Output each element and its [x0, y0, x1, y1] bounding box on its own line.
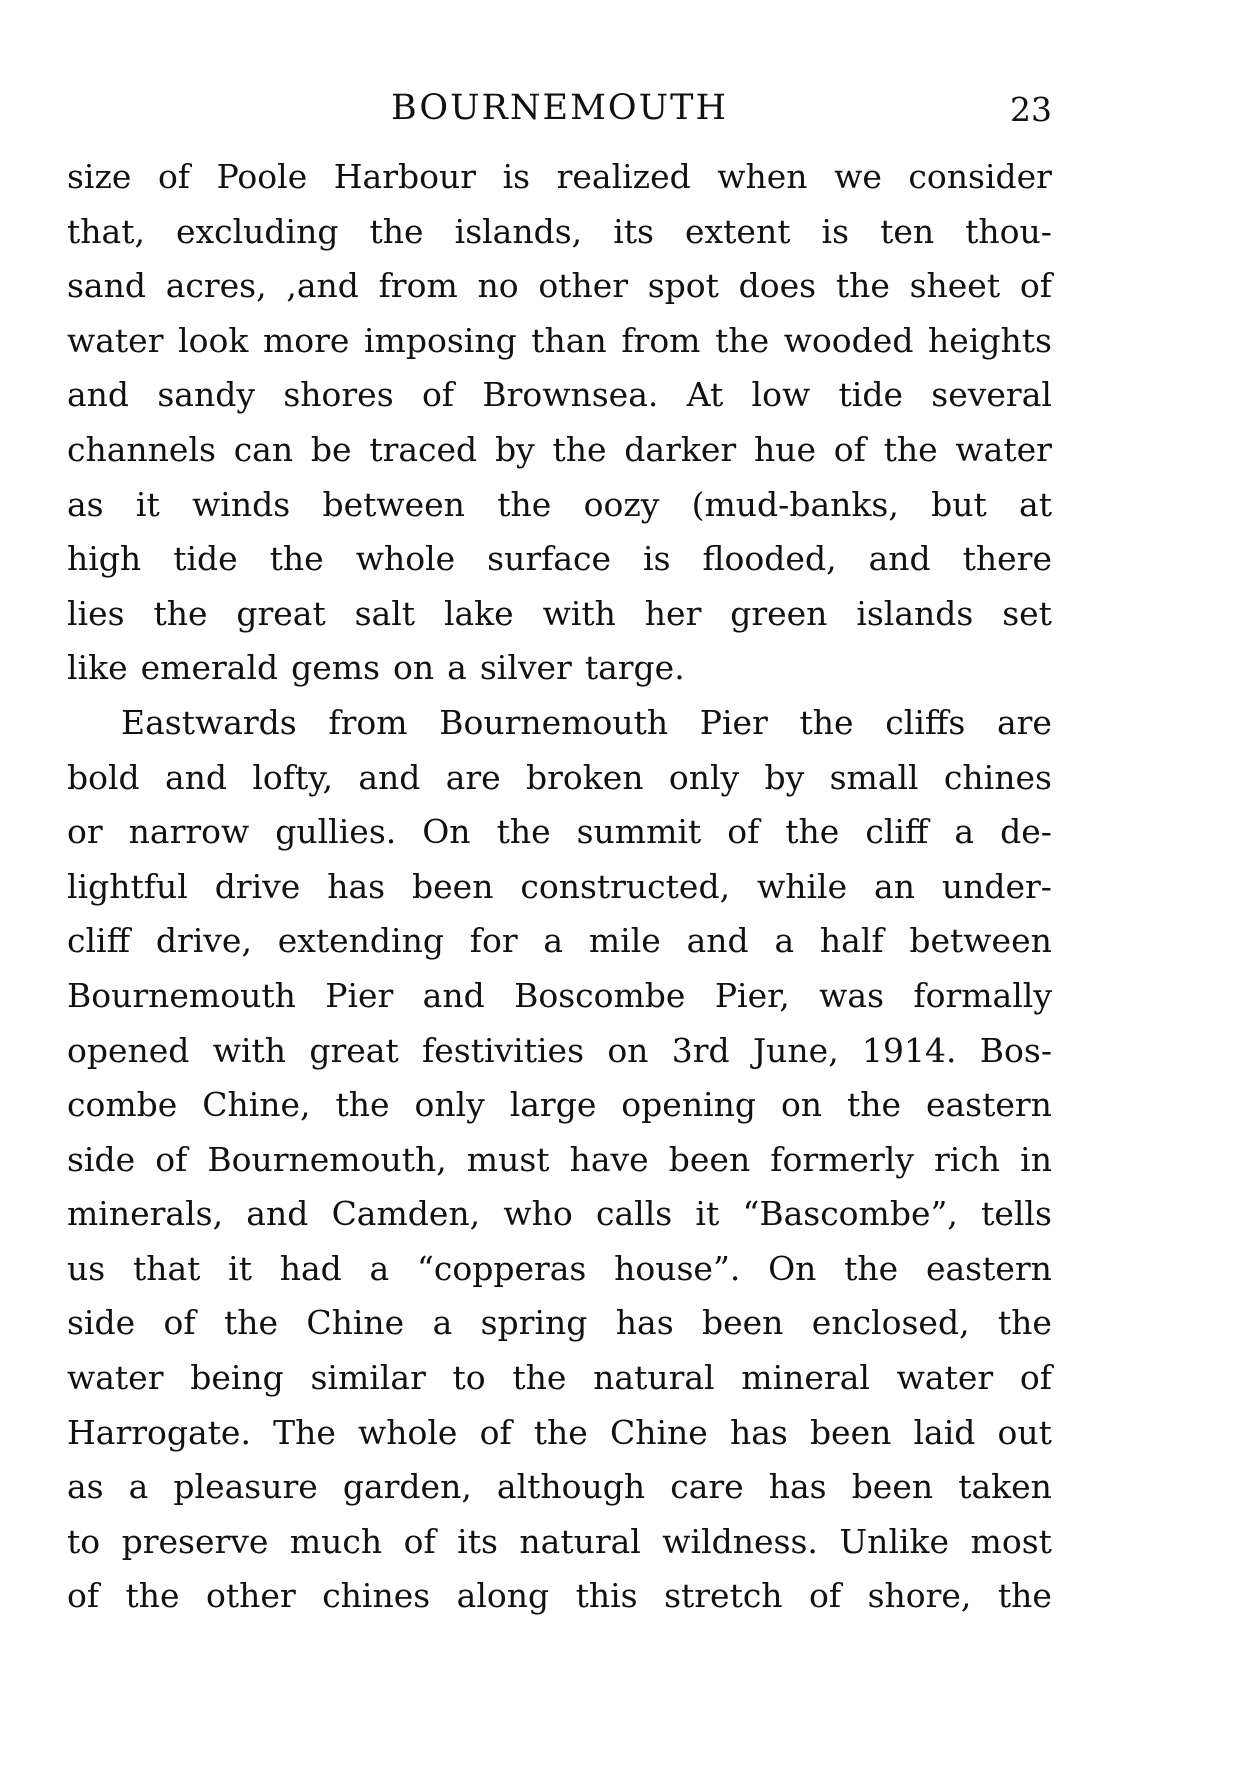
word: tide [173, 539, 238, 579]
word: silver [479, 648, 572, 688]
word: lies [67, 593, 125, 633]
word: Pier [325, 975, 394, 1015]
text-line [67, 1569, 1052, 1624]
text-line [67, 587, 1052, 642]
word: to [67, 1521, 101, 1561]
word: gems [291, 648, 381, 688]
word: shores [283, 375, 394, 415]
word: preserve [121, 1521, 269, 1561]
word: are [445, 757, 501, 797]
word: in [1020, 1139, 1052, 1179]
word: On [768, 1248, 817, 1288]
word: the [846, 1085, 902, 1125]
word: does [738, 266, 817, 306]
word: narrow [128, 812, 250, 852]
word: Bos- [979, 1030, 1052, 1070]
word: has [327, 866, 386, 906]
text-line [67, 150, 1052, 205]
word: imposing [364, 320, 517, 360]
word: the [153, 593, 208, 633]
word: stretch [664, 1576, 783, 1616]
word: the [552, 429, 607, 469]
word: of [157, 157, 191, 196]
text-line [67, 751, 1052, 806]
text-line [67, 1406, 1052, 1461]
word: are [996, 702, 1052, 742]
word: excluding [176, 211, 339, 251]
word: June, [752, 1030, 839, 1070]
word: islands, [454, 211, 583, 251]
word: much [289, 1521, 383, 1561]
word: chines [322, 1576, 431, 1616]
word: of [479, 1412, 512, 1452]
word: festivities [422, 1030, 585, 1070]
word: several [931, 375, 1052, 415]
word: or [67, 812, 103, 852]
text-line [67, 1133, 1052, 1188]
text-line [67, 805, 1052, 860]
word: Boscombe [514, 975, 686, 1015]
word: has [768, 1467, 827, 1507]
word: on [393, 648, 435, 688]
word: Pier, [714, 975, 790, 1015]
word: calls [596, 1194, 673, 1234]
word: has [615, 1303, 674, 1343]
word: of [421, 375, 455, 415]
text-line [67, 1351, 1052, 1406]
word: along [456, 1576, 550, 1616]
word: an [874, 866, 915, 906]
word: drive, [155, 921, 252, 961]
word: only [414, 1085, 485, 1125]
word: be [310, 429, 352, 469]
word: of [67, 1576, 100, 1616]
word: her [644, 593, 702, 633]
word: large [509, 1085, 597, 1125]
word: sand [67, 266, 146, 306]
word: low [751, 375, 811, 415]
word: it [695, 1194, 720, 1234]
word: hue [753, 429, 816, 469]
word: bold [67, 757, 140, 797]
text-line [67, 259, 1052, 314]
word: and [67, 375, 130, 415]
word: no [477, 266, 519, 306]
word: set [1002, 593, 1052, 633]
word: gullies. [275, 812, 397, 852]
word: from [328, 702, 408, 742]
word: the [883, 429, 938, 469]
page-header [67, 83, 1052, 133]
word: 3rd [671, 1030, 730, 1070]
word: darker [624, 429, 737, 469]
word: there [962, 539, 1052, 579]
word: laid [913, 1412, 976, 1452]
word: Harrogate. [67, 1412, 251, 1452]
word: been [668, 1139, 751, 1179]
text-line [67, 1296, 1052, 1351]
word: the [512, 1358, 567, 1398]
text-line [67, 1515, 1052, 1570]
word: 1914. [862, 1030, 957, 1070]
word: from [621, 320, 701, 360]
text-line [67, 696, 1052, 751]
word: lightful [67, 866, 188, 906]
word: like [67, 648, 128, 688]
text-line [67, 969, 1052, 1024]
word: the [785, 812, 840, 852]
text-line [67, 914, 1052, 969]
word: the [835, 266, 890, 306]
text-line [67, 1187, 1052, 1242]
word: a [369, 1248, 390, 1288]
word: pleasure [173, 1467, 318, 1507]
word: of [809, 1576, 842, 1616]
word: of [833, 429, 866, 469]
word: been [702, 1303, 784, 1343]
word: between [909, 921, 1052, 961]
text-line [67, 368, 1052, 423]
word: as [67, 484, 104, 524]
word: of [1019, 1358, 1052, 1398]
word: a [774, 921, 795, 961]
word: natural [519, 1521, 641, 1561]
word: great [309, 1030, 399, 1070]
word: cliff [865, 812, 929, 852]
word: Bournemouth [67, 975, 296, 1015]
text-line [67, 205, 1052, 260]
word: side [67, 1303, 136, 1343]
word: realized [556, 157, 691, 196]
word: on [607, 1030, 649, 1070]
word: Harbour [333, 157, 477, 196]
word: whole [358, 1412, 458, 1452]
word: winds [192, 484, 291, 524]
word: the [496, 812, 551, 852]
text-line [67, 1024, 1052, 1079]
word: high [67, 539, 142, 579]
word: being [190, 1358, 284, 1398]
word: of [727, 812, 760, 852]
word: “Bascombe”, [742, 1194, 958, 1234]
word: at [1019, 484, 1052, 524]
word: the [533, 1412, 588, 1452]
word: between [322, 484, 465, 524]
word: half [819, 921, 884, 961]
word: mile [588, 921, 661, 961]
word: chines [943, 757, 1052, 797]
word: green [730, 593, 828, 633]
word: is [502, 157, 531, 196]
word: look [178, 320, 249, 360]
word: and [686, 921, 749, 961]
word: salt [354, 593, 416, 633]
word: and [868, 539, 931, 579]
word: emerald [140, 648, 279, 688]
word: lake [443, 593, 514, 633]
word: than [531, 320, 607, 360]
word: and [246, 1194, 309, 1234]
word: this [575, 1576, 638, 1616]
word: oozy [583, 484, 660, 524]
word: the [844, 1248, 899, 1288]
text-line [67, 478, 1052, 533]
word: drive [214, 866, 301, 906]
text-line [67, 1078, 1052, 1133]
word: spring [480, 1303, 588, 1343]
word: can [233, 429, 294, 469]
word: Camden, [331, 1194, 481, 1234]
word: water [896, 1358, 994, 1398]
word: “copperas [416, 1248, 587, 1288]
word: cliffs [885, 702, 966, 742]
word: water [67, 1358, 164, 1398]
word: Poole [216, 157, 308, 196]
word: whole [355, 539, 456, 579]
word: acres, [165, 266, 267, 306]
word: sheet [909, 266, 1001, 306]
word: with [542, 593, 616, 633]
word: garden, [342, 1467, 472, 1507]
word: similar [310, 1358, 426, 1398]
word: of [163, 1303, 196, 1343]
word: of [155, 1139, 188, 1179]
word: on [780, 1085, 823, 1125]
word: that [132, 1248, 201, 1288]
word: a [128, 1467, 149, 1507]
word: other [206, 1576, 296, 1616]
word: sandy [157, 375, 256, 415]
word: (mud-banks, [691, 484, 899, 524]
word: taken [958, 1467, 1052, 1507]
word: with [212, 1030, 287, 1070]
word: has [729, 1412, 788, 1452]
word: the [223, 1303, 279, 1343]
word: been [851, 1467, 934, 1507]
word: care [670, 1467, 744, 1507]
word: Brownsea. [482, 375, 659, 415]
word: more [262, 320, 350, 360]
word: is [643, 539, 671, 579]
word: natural [593, 1358, 715, 1398]
word: consider [908, 157, 1052, 196]
word: Bournemouth [439, 702, 669, 742]
word: eastern [925, 1085, 1052, 1125]
word: Unlike [839, 1521, 950, 1561]
word: water [67, 320, 164, 360]
word: Chine, [202, 1085, 311, 1125]
word: it [135, 484, 160, 524]
word: eastern [925, 1248, 1052, 1288]
text-line [67, 860, 1052, 915]
word: Chine [306, 1303, 405, 1343]
word: minerals, [67, 1194, 224, 1234]
word: we [834, 157, 882, 196]
word: surface [487, 539, 612, 579]
word: the [997, 1303, 1052, 1343]
word: a [954, 812, 975, 852]
word: who [503, 1194, 573, 1234]
word: spot [647, 266, 719, 306]
word: formerly [770, 1139, 914, 1179]
word: most [970, 1521, 1052, 1561]
word: traced [369, 429, 478, 469]
word: the [799, 702, 854, 742]
word: as [67, 1467, 104, 1507]
word: ,and [286, 266, 359, 306]
word: the [269, 539, 324, 579]
word: the [997, 1576, 1052, 1616]
word: under- [941, 866, 1052, 906]
word: to [452, 1358, 486, 1398]
word: only [668, 757, 740, 797]
word: have [569, 1139, 649, 1179]
word: water [955, 429, 1052, 469]
word: but [931, 484, 987, 524]
word: and [164, 757, 228, 797]
text-line [67, 1460, 1052, 1515]
word: extent [685, 211, 791, 251]
word: and [358, 757, 421, 797]
word: it [228, 1248, 252, 1288]
word: a [447, 648, 467, 688]
word: for [469, 921, 518, 961]
word: targe. [584, 648, 685, 688]
word: size [67, 157, 132, 196]
word: rich [934, 1139, 1001, 1179]
word: mineral [741, 1358, 870, 1398]
text-line [67, 1242, 1052, 1297]
text-line [67, 641, 1052, 696]
word: the [497, 484, 552, 524]
word: wildness. [662, 1521, 818, 1561]
word: and [422, 975, 485, 1015]
word: a [432, 1303, 453, 1343]
word: summit [576, 812, 702, 852]
word: us [67, 1248, 106, 1288]
word: when [717, 157, 808, 196]
page-number: 23 [1010, 90, 1052, 129]
word: Eastwards [121, 702, 297, 742]
word: small [829, 757, 919, 797]
word: house”. [614, 1248, 741, 1288]
word: wooded [783, 320, 914, 360]
text-line [67, 423, 1052, 478]
word: of [1019, 266, 1052, 306]
word: is [821, 211, 850, 251]
word: the [369, 211, 424, 251]
word: out [997, 1412, 1052, 1452]
word: thou- [965, 211, 1052, 251]
word: was [819, 975, 885, 1015]
word: islands [856, 593, 974, 633]
body-text [67, 150, 1052, 1624]
word: combe [67, 1085, 178, 1125]
word: channels [67, 429, 216, 469]
text-line [67, 532, 1052, 587]
word: cliff [67, 921, 131, 961]
word: tells [981, 1194, 1052, 1234]
word: The [273, 1412, 336, 1452]
word: broken [526, 757, 644, 797]
word: side [67, 1139, 136, 1179]
word: that, [67, 211, 145, 251]
word: must [466, 1139, 550, 1179]
word: the [715, 320, 770, 360]
word: its [457, 1521, 498, 1561]
word: Chine [609, 1412, 708, 1452]
word: by [764, 757, 805, 797]
word: been [809, 1412, 892, 1452]
word: other [538, 266, 628, 306]
word: enclosed, [811, 1303, 970, 1343]
word: great [236, 593, 326, 633]
word: a [543, 921, 564, 961]
word: by [494, 429, 535, 469]
word: its [613, 211, 654, 251]
word: lofty, [252, 757, 334, 797]
word: the [125, 1576, 180, 1616]
word: from [378, 266, 458, 306]
word: had [279, 1248, 342, 1288]
word: ten [880, 211, 935, 251]
word: the [335, 1085, 390, 1125]
word: of [403, 1521, 436, 1561]
word: tide [838, 375, 903, 415]
word: heights [928, 320, 1052, 360]
running-title: BOURNEMOUTH [391, 88, 728, 128]
word: flooded, [702, 539, 837, 579]
word: opening [621, 1085, 757, 1125]
word: although [496, 1467, 646, 1507]
text-line [67, 314, 1052, 369]
word: Bournemouth, [207, 1139, 447, 1179]
word: extending [277, 921, 444, 961]
word: opened [67, 1030, 190, 1070]
word: On [422, 812, 471, 852]
word: de- [1000, 812, 1052, 852]
word: constructed, [520, 866, 731, 906]
word: At [686, 375, 724, 415]
word: shore, [867, 1576, 972, 1616]
word: formally [913, 975, 1052, 1015]
word: been [412, 866, 494, 906]
word: while [756, 866, 848, 906]
word: Pier [699, 702, 768, 742]
